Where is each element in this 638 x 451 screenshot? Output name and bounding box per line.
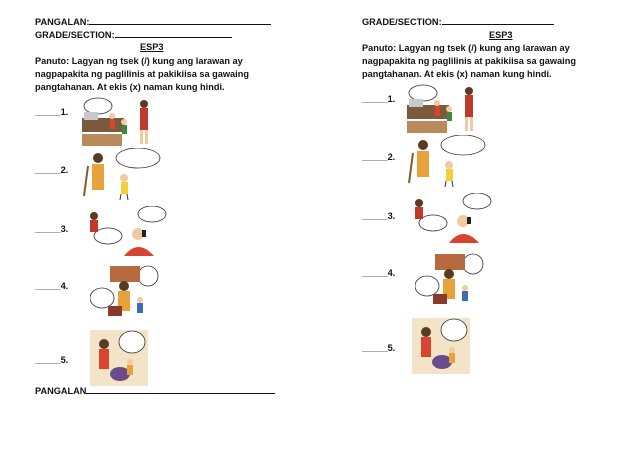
item-number: 2. — [387, 152, 396, 162]
item-3 — [362, 210, 395, 222]
answer-blank: _____ — [362, 211, 388, 221]
item-number: 5. — [387, 343, 396, 353]
answer-blank: _____ — [362, 94, 388, 104]
item-2 — [362, 151, 395, 163]
item-1 — [35, 106, 68, 118]
picture-4-family-kitchen — [90, 262, 160, 320]
name-label: PANGALAN: — [35, 17, 90, 27]
grade-line — [35, 28, 232, 41]
item-4 — [35, 280, 68, 292]
item-4 — [362, 267, 395, 279]
instruction-line-1: Panuto: Lagyan ng tsek (/) kung ang larawan ay — [35, 56, 243, 66]
subject-title: ESP3 — [489, 30, 513, 40]
answer-blank: _____ — [35, 165, 61, 175]
grade-label: GRADE/SECTION: — [362, 17, 442, 27]
item-number: 4. — [60, 281, 69, 291]
grade-line — [362, 15, 554, 28]
answer-blank: _____ — [35, 355, 61, 365]
footer-name-label: PANGALAN — [35, 386, 87, 396]
grade-label: GRADE/SECTION: — [35, 30, 115, 40]
item-number: 3. — [60, 224, 69, 234]
picture-3-girl-man-phone — [80, 206, 170, 256]
answer-blank: _____ — [35, 224, 61, 234]
item-number: 1. — [387, 94, 396, 104]
picture-1-family-cleaning — [80, 96, 162, 148]
subject-title: ESP3 — [140, 42, 164, 52]
picture-5-laundry — [412, 318, 470, 374]
footer-name-line — [35, 384, 275, 397]
item-number: 2. — [60, 165, 69, 175]
picture-3-girl-man-phone — [405, 193, 495, 243]
item-2 — [35, 164, 68, 176]
answer-blank: _____ — [362, 343, 388, 353]
instruction-line-1: Panuto: Lagyan ng tsek (/) kung ang larawan ay — [362, 43, 570, 53]
picture-4-family-kitchen — [415, 250, 485, 308]
instruction-line-3: pangtahanan. At ekis (x) naman kung hindi. — [362, 69, 552, 79]
item-5 — [362, 342, 395, 354]
item-number: 1. — [60, 107, 69, 117]
picture-2-mother-child-broom — [80, 148, 170, 200]
item-number: 3. — [387, 211, 396, 221]
picture-2-mother-child-broom — [405, 135, 495, 187]
instruction-line-3: pangtahanan. At ekis (x) naman kung hindi. — [35, 82, 225, 92]
answer-blank: _____ — [362, 152, 388, 162]
picture-5-laundry — [90, 330, 148, 386]
item-5 — [35, 354, 68, 366]
answer-blank: _____ — [362, 268, 388, 278]
item-number: 4. — [387, 268, 396, 278]
picture-1-family-cleaning — [405, 83, 487, 135]
answer-blank: _____ — [35, 281, 61, 291]
name-line — [35, 15, 271, 28]
item-1 — [362, 93, 395, 105]
instruction-line-2: nagpapakita ng paglilinis at pakikiisa sa gawaing — [35, 69, 249, 79]
answer-blank: _____ — [35, 107, 61, 117]
item-3 — [35, 223, 68, 235]
item-number: 5. — [60, 355, 69, 365]
instruction-line-2: nagpapakita ng paglilinis at pakikiisa sa gawaing — [362, 56, 576, 66]
